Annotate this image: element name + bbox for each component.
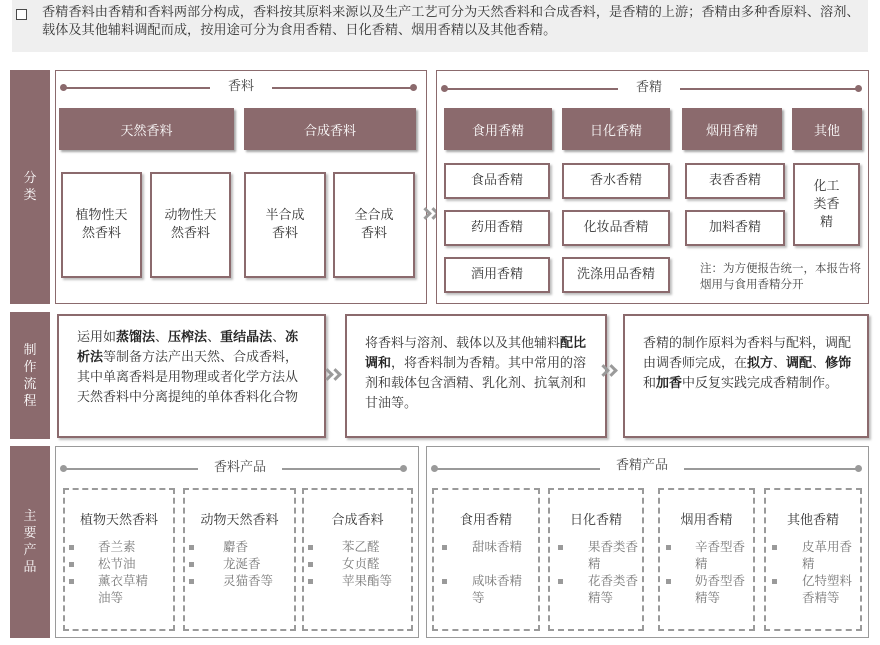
bar-dot — [441, 85, 448, 92]
cosmetic-essence-item-label: 化妆品香精 — [583, 220, 649, 235]
other-essence-header-label: 其他 — [813, 123, 840, 139]
step-modification: 修饰 — [825, 356, 852, 371]
bar-dot — [410, 84, 417, 91]
bar-dot — [431, 465, 438, 472]
spice-title: 香料 — [210, 79, 272, 95]
list-item: 甜味香精 — [472, 539, 523, 554]
text-run: 中反复实践完成香精制作。 — [682, 376, 839, 391]
bullet-icon — [558, 579, 563, 584]
list-item: 辛香型香精 — [695, 539, 746, 571]
essence-products-title: 香精产品 — [600, 458, 684, 474]
card-title: 其他香精 — [786, 513, 839, 528]
classification-note: 注：为方便报告统一，本报告将烟用与食用香精分开 — [700, 261, 861, 291]
row-label-products — [10, 446, 50, 638]
casing-essence-item — [685, 210, 785, 246]
text-run: 、 — [812, 356, 826, 371]
list-item: 亿特塑料香精等 — [802, 573, 853, 605]
row-label-classification — [10, 70, 50, 304]
text-run: 、 — [272, 330, 286, 345]
row-label-process-text: 制 作 流 程 — [23, 342, 37, 409]
detergent-essence-item-label: 洗涤用品香精 — [576, 267, 655, 282]
synthetic-spice-header-label: 合成香料 — [303, 123, 356, 139]
bullet-icon — [772, 579, 777, 584]
method-freeze-separation: 冻析法 — [77, 330, 299, 365]
bullet-icon — [666, 545, 671, 550]
bar-dot — [855, 465, 862, 472]
full-synthetic-spice-box — [333, 172, 415, 278]
list-item: 龙涎香 — [223, 556, 261, 571]
semi-synthetic-spice-box — [244, 172, 326, 278]
chemical-essence-item — [793, 163, 860, 246]
list-item: 灵猫香等 — [223, 573, 274, 588]
process-step-3 — [623, 314, 869, 438]
method-recrystallization: 重结晶法 — [220, 330, 273, 345]
other-essence-products-card — [764, 488, 862, 631]
bullet-icon — [189, 545, 194, 550]
food-essence-header-label: 食用香精 — [471, 123, 524, 139]
list-item: 咸味香精等 — [472, 573, 523, 605]
tobacco-essence-products-card — [658, 488, 755, 631]
animal-spice-products-card — [183, 488, 296, 631]
full-synthetic-spice-label: 全合成香料 — [354, 208, 394, 241]
daily-essence-header-label: 日化香精 — [589, 123, 642, 139]
cosmetic-essence-item — [562, 210, 670, 246]
casing-essence-item-label: 加料香精 — [708, 220, 761, 235]
card-title: 合成香料 — [331, 513, 384, 528]
step-formulation: 拟方 — [747, 356, 774, 371]
chemical-essence-item-label: 化工类香精 — [813, 178, 840, 230]
food-essence-header — [444, 108, 552, 150]
daily-essence-products-card — [548, 488, 644, 631]
method-blending: 配比调和 — [365, 336, 587, 371]
surface-flavor-essence-item-label: 表香香精 — [708, 173, 761, 188]
food-essence-products-card — [432, 488, 540, 631]
text-run: ，将香料制为香精。其中常用的溶剂和载体包含酒精、乳化剂、抗氧剂和甘油等。 — [365, 356, 587, 411]
chevron-right-icon — [329, 368, 342, 381]
step-blending: 调配 — [786, 356, 813, 371]
card-title: 食用香精 — [459, 513, 512, 528]
animal-natural-spice-box — [150, 172, 231, 278]
list-item: 薰衣草精油等 — [98, 573, 149, 605]
list-item: 苹果酯等 — [342, 573, 393, 588]
list-item: 花香类香精等 — [588, 573, 639, 605]
list-item: 女贞醛 — [342, 556, 380, 571]
list-item: 苯乙醛 — [342, 539, 380, 554]
bullet-icon — [308, 562, 313, 567]
wine-essence-item — [444, 257, 550, 293]
text-run: 香精的制作原料为香料与配料，调配由调香师完成，在 — [643, 336, 852, 371]
essence-title: 香精 — [618, 80, 680, 96]
list-item: 松节油 — [98, 556, 136, 571]
perfume-essence-item-label: 香水香精 — [589, 173, 642, 188]
list-item: 皮革用香精 — [802, 539, 853, 571]
bullet-icon — [69, 579, 74, 584]
bullet-icon — [189, 562, 194, 567]
spice-products-title: 香料产品 — [198, 460, 282, 476]
medicine-essence-item-label: 药用香精 — [470, 220, 523, 235]
bar-dot — [60, 465, 67, 472]
daily-essence-header — [562, 108, 670, 150]
process-step-3-text — [643, 334, 855, 394]
perfume-essence-item — [562, 163, 670, 199]
card-title: 日化香精 — [569, 513, 622, 528]
row-label-process — [10, 312, 50, 439]
bullet-icon — [772, 545, 777, 550]
plant-natural-spice-label: 植物性天然香料 — [75, 208, 128, 241]
semi-synthetic-spice-label: 半合成香料 — [265, 208, 305, 241]
food-essence-item-label: 食品香精 — [470, 173, 523, 188]
tobacco-essence-header-label: 烟用香精 — [705, 123, 758, 139]
list-item: 香兰素 — [98, 539, 136, 554]
text-run: 运用如 — [77, 330, 117, 345]
surface-flavor-essence-item — [685, 163, 785, 199]
intro-banner — [12, 0, 868, 52]
list-item: 果香类香精 — [588, 539, 639, 571]
bullet-icon — [442, 545, 447, 550]
bullet-icon — [69, 562, 74, 567]
list-item: 麝香 — [223, 539, 249, 554]
bullet-icon — [442, 579, 447, 584]
bullet-icon — [189, 579, 194, 584]
bullet-icon — [558, 545, 563, 550]
text-run: 、 — [155, 330, 169, 345]
text-run: 等制备方法产出天然、合成香料，其中单离香料是用物理或者化学方法从天然香料中分离提纯的单体香料化合物 — [77, 350, 299, 405]
other-essence-header — [792, 108, 862, 150]
intro-text: 香精香料由香精和香料两部分构成，香料按其原料来源以及生产工艺可分为天然香料和合成香料，是香精的上游；香精由多种香原料、溶剂、载体及其他辅料调配而成，按用途可分为食用香精、日化香精、烟用香精以及其他香精。 — [42, 5, 860, 38]
bullet-icon — [666, 579, 671, 584]
plant-spice-products-card — [63, 488, 175, 631]
bullet-icon — [308, 545, 313, 550]
tobacco-essence-header — [682, 108, 782, 150]
bar-dot — [855, 85, 862, 92]
list-item: 奶香型香精等 — [695, 573, 746, 605]
step-flavoring: 加香 — [656, 376, 683, 391]
checkbox-bullet-icon — [16, 9, 27, 20]
synthetic-spice-products-card — [302, 488, 413, 631]
row-label-classification-text: 分 类 — [23, 171, 37, 203]
chevron-right-icon — [605, 364, 618, 377]
card-title: 烟用香精 — [680, 513, 733, 528]
process-step-1-text — [77, 328, 308, 408]
method-pressing: 压榨法 — [168, 330, 208, 345]
text-run: 、 — [207, 330, 221, 345]
text-run: 、 — [773, 356, 787, 371]
detergent-essence-item — [562, 257, 670, 293]
natural-spice-header-label: 天然香料 — [120, 123, 173, 139]
process-step-1 — [57, 314, 326, 438]
medicine-essence-item — [444, 210, 550, 246]
card-title: 植物天然香料 — [79, 513, 158, 528]
text-run: 将香料与溶剂、载体以及其他辅料 — [365, 336, 561, 351]
plant-natural-spice-box — [61, 172, 142, 278]
process-step-2-text — [365, 334, 591, 414]
method-distillation: 蒸馏法 — [116, 330, 156, 345]
bullet-icon — [308, 579, 313, 584]
bullet-icon — [69, 545, 74, 550]
synthetic-spice-header — [244, 108, 416, 150]
text-run: 和 — [643, 376, 657, 391]
animal-natural-spice-label: 动物性天然香料 — [164, 208, 217, 241]
card-title: 动物天然香料 — [200, 513, 279, 528]
wine-essence-item-label: 酒用香精 — [470, 267, 523, 282]
food-essence-item — [444, 163, 550, 199]
row-label-products-text: 主 要 产 品 — [23, 509, 37, 575]
natural-spice-header — [59, 108, 234, 150]
bar-dot — [60, 84, 67, 91]
process-step-2 — [345, 314, 607, 438]
bar-dot — [400, 465, 407, 472]
